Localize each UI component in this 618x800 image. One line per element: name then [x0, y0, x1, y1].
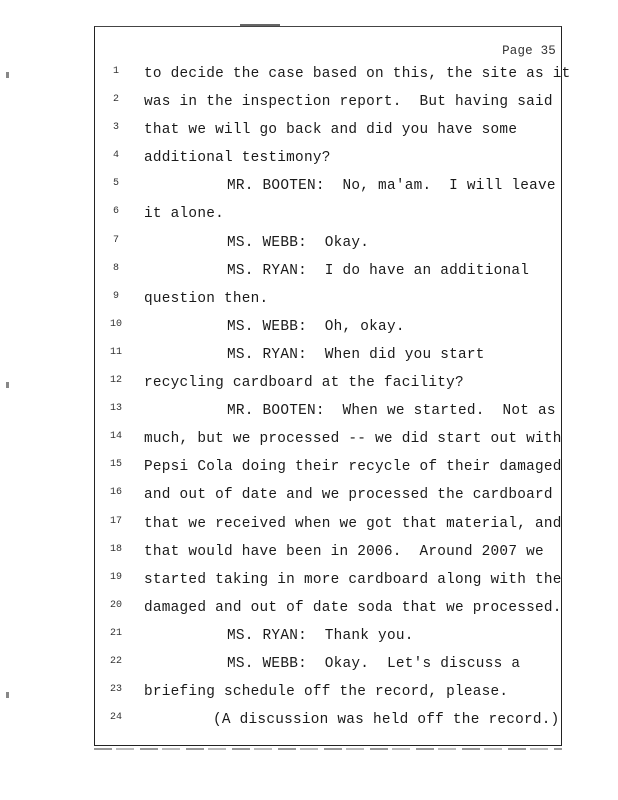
transcript-line — [96, 88, 558, 116]
line-number: 3 — [112, 122, 119, 134]
transcript-line — [96, 397, 558, 425]
line-number: 22 — [109, 655, 122, 667]
speaker-line-text: MS. RYAN: Thank you. — [227, 627, 414, 644]
line-number: 14 — [109, 431, 122, 443]
line-number: 2 — [112, 94, 119, 106]
line-text: was in the inspection report. But having said — [144, 94, 553, 111]
speaker-line-text: MR. BOOTEN: When we started. Not as — [227, 403, 556, 420]
scan-margin-mark — [6, 72, 9, 78]
line-text: to decide the case based on this, the site as it — [144, 66, 571, 82]
line-number: 7 — [112, 234, 119, 246]
parenthetical-line-text: (A discussion was held off the record.) — [213, 712, 560, 729]
line-number: 23 — [109, 684, 122, 696]
line-text: question then. — [144, 290, 269, 307]
line-text: briefing schedule off the record, please. — [144, 684, 509, 701]
line-text: that we will go back and did you have some — [144, 122, 518, 139]
line-number: 4 — [112, 150, 119, 162]
transcript-line — [96, 341, 558, 369]
transcript-line — [96, 538, 558, 566]
line-number: 8 — [112, 262, 119, 274]
transcript-line — [96, 200, 558, 228]
line-text: recycling cardboard at the facility? — [144, 375, 464, 392]
transcript-line — [96, 510, 562, 538]
transcript-line — [96, 566, 562, 594]
transcript-line — [96, 172, 558, 200]
transcript-lines — [96, 60, 571, 734]
transcript-line — [96, 706, 558, 734]
transcript-line — [96, 453, 562, 481]
transcript-line — [96, 60, 571, 88]
line-text: much, but we processed -- we did start out with — [144, 431, 562, 448]
line-number: 11 — [109, 346, 122, 358]
line-number: 15 — [109, 459, 122, 471]
transcript-line — [96, 313, 558, 341]
line-number: 16 — [109, 487, 122, 499]
line-number: 12 — [109, 375, 122, 387]
line-number: 24 — [109, 712, 122, 724]
scan-margin-mark — [6, 382, 9, 388]
line-number: 17 — [109, 515, 122, 527]
transcript-line — [96, 144, 558, 172]
line-number: 9 — [112, 290, 119, 302]
line-text: started taking in more cardboard along with the — [144, 571, 562, 588]
page-number: Page 35 — [502, 44, 556, 58]
line-number: 6 — [112, 206, 119, 218]
speaker-line-text: MR. BOOTEN: No, ma'am. I will leave — [227, 178, 556, 195]
line-number: 20 — [109, 599, 122, 611]
transcript-line — [96, 650, 558, 678]
transcript-line — [96, 425, 562, 453]
transcript-line — [96, 622, 558, 650]
line-text: that we received when we got that material, and — [144, 515, 562, 532]
transcript-line — [96, 257, 558, 285]
transcript-line — [96, 481, 558, 509]
line-text: it alone. — [144, 206, 224, 223]
transcript-line — [96, 285, 558, 313]
line-text: Pepsi Cola doing their recycle of their damaged — [144, 459, 562, 476]
line-number: 10 — [109, 318, 122, 330]
line-number: 13 — [109, 403, 122, 415]
speaker-line-text: MS. WEBB: Oh, okay. — [227, 318, 405, 335]
transcript-line — [96, 678, 558, 706]
speaker-line-text: MS. WEBB: Okay. — [227, 234, 370, 251]
transcript-line — [96, 116, 558, 144]
line-number: 21 — [109, 627, 122, 639]
scan-margin-mark — [6, 692, 9, 698]
line-text: additional testimony? — [144, 150, 331, 167]
line-text: and out of date and we processed the cardboard — [144, 487, 553, 504]
transcript-line — [96, 229, 558, 257]
speaker-line-text: MS. WEBB: Okay. Let's discuss a — [227, 655, 521, 672]
transcript-line — [96, 369, 558, 397]
line-number: 5 — [112, 178, 119, 190]
speaker-line-text: MS. RYAN: I do have an additional — [227, 262, 530, 279]
line-number: 1 — [112, 66, 119, 77]
line-text: damaged and out of date soda that we processed. — [144, 599, 562, 616]
line-text: that would have been in 2006. Around 2007 we — [144, 543, 544, 560]
line-number: 19 — [109, 571, 122, 583]
transcript-line — [96, 594, 562, 622]
scan-artifact-bottom — [94, 748, 562, 750]
speaker-line-text: MS. RYAN: When did you start — [227, 346, 485, 363]
line-number: 18 — [109, 543, 122, 555]
